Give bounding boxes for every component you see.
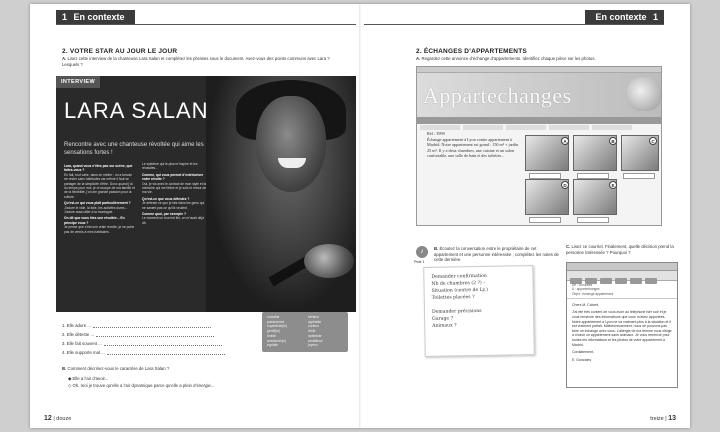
- section-title: 2. VOTRE STAR AU JOUR LE JOUR: [62, 48, 178, 55]
- chapter-number: 1: [62, 12, 68, 22]
- answer-blank-e[interactable]: [577, 217, 609, 223]
- interview-banner: INTERVIEW: [56, 76, 100, 88]
- interview-headline: LARA SALAN: [64, 98, 209, 123]
- chapter-label: En contexte: [73, 12, 125, 22]
- interview-answer: Je déteste ce que je fais dans les gens qui ne savent pas ce qu’ils veulent.: [142, 201, 205, 210]
- hand-keys-icon: [627, 77, 661, 111]
- apartment-website: [416, 66, 662, 226]
- header-rule: [56, 24, 356, 25]
- interview-answer: En fait, tout varie, dans ce métier ; on a besoin de rester sans habitudes car même il faut se partager de la simplicité d’être. Donc quand j’ai du temps pour moi, je m’occupe de ma famille et de la flexibilité, j’ai une grande passion pour la culture.: [64, 172, 135, 199]
- example-1: ◆ Elle a l’air d’avoir...: [68, 376, 109, 381]
- interview-answer: Le système qui le plus m’inspire et les réussites...: [142, 162, 198, 171]
- chapter-tab-left: [56, 10, 135, 24]
- interview-subtitle: Rencontre avec une chanteuse révoltée qui aime les sensations fortes !: [64, 142, 204, 156]
- interview-column-2: [142, 162, 208, 225]
- interview-question: On dit que vous êtes une révoltée... En principe vous ?: [64, 216, 125, 225]
- email-toolbar: [567, 271, 677, 281]
- website-logo: Appartechanges: [423, 83, 572, 108]
- interview-answer: Oui, je vis avec le contact de mon style et la mémoire qui me libère et je suis le retour de ma vie.: [142, 181, 207, 195]
- website-nav: [417, 117, 661, 124]
- photo-face: [256, 96, 326, 192]
- listing-text: Réf : 3999 Échange appartement à Lyon contre appartement à Madrid. Notre appartement est grand : 150 m² + jardin 25 m². Il y a deux chambres, une cuisine et un salon confortable, une salle de bain et des toilettes...: [427, 131, 519, 159]
- vocabulary-box: [262, 312, 348, 352]
- answer-blank-d[interactable]: [529, 217, 561, 223]
- photo-label-b: B: [609, 137, 617, 145]
- instruction-b: B. Écoutez la conversation entre le propriétaire de cet appartement et une personne intéressée ; complétez les notes de cette dernière.: [434, 246, 559, 263]
- right-page: [360, 4, 690, 428]
- fill-line-1[interactable]: 1. Elle adore ...: [62, 323, 211, 328]
- chapter-tab-right: [585, 10, 664, 24]
- instruction-a: A. Regardez cette annonce d’échange d’appartements. Identifiez chaque pièce sur les photos.: [416, 56, 596, 61]
- magazine-interview: [56, 76, 356, 312]
- page-footer-right: treize | 13: [650, 415, 676, 422]
- example-2: ◇ Oh, moi je trouve qu’elle a l’air dynamique parce qu’elle a plein d’énergie...: [68, 383, 215, 388]
- section-title: 2. ÉCHANGES D’APPARTEMENTS: [416, 48, 527, 55]
- interview-answer: J’adore le vide, la folie, les activités dures... J’adore aussi aller à la montagne.: [64, 205, 128, 215]
- email-window: [566, 262, 678, 388]
- page-footer-left: 12 | douze: [44, 415, 72, 422]
- page-number: 12: [44, 415, 52, 422]
- chapter-number: 1: [652, 12, 658, 22]
- fill-line-2[interactable]: 2. Elle déteste ...: [62, 332, 214, 337]
- photo-label-e: E: [609, 181, 617, 189]
- word-list-left: sociable passionnée superficiel(le) gentil(le) timide aventurier(e) égoïste: [267, 315, 288, 348]
- fill-line-4[interactable]: 4. Elle supporte mal ...: [62, 350, 225, 355]
- audio-track-label: Piste 1: [414, 260, 425, 264]
- email-titlebar: [567, 263, 677, 271]
- interview-question: Qu’est-ce qui vous plaît particulièrement ?: [64, 201, 131, 206]
- email-headers: De : Gonzales À : appartechanges Objet : échange appartement: [567, 281, 677, 299]
- photo-label-d: D: [561, 181, 569, 189]
- instruction-text: Lisez cette interview de la chanteuse Lara Salan et complétez les phrases sous le document. Avez-vous des points communs avec Lara ? Lesquels ?: [62, 56, 330, 67]
- page-number: 13: [668, 415, 676, 422]
- book-spread: [30, 4, 690, 428]
- instruction-a: [62, 56, 342, 67]
- left-page: [30, 4, 360, 428]
- chapter-label: En contexte: [595, 12, 647, 22]
- photo-label-c: C: [649, 137, 657, 145]
- interview-question: Qu’est-ce que vous détestez ?: [142, 196, 190, 201]
- instruction-c: C. Lisez ce courriel. Finalement, quelle décision prend la personne intéressée ? Pourquoi ?: [566, 244, 674, 255]
- microphone-icon: [304, 244, 354, 278]
- email-body: Chers M. Colvert, J’ai été très content de vous avoir au téléphone hier soir et je vous remercie des informations que vous m’avez apportées. Notre appartement à Lyon ne va vraiment plus à la situation et il est vraiment parfait. Malheureusement, nous ne pouvons pas faire un échange avec vous. L’allergie de ma femme vous oblige à choisir un appartement sans animaux. Je vous remercie pour toutes les informations et les photos de votre appartement à Madrid. Cordialement, E. Gonzales: [572, 302, 672, 362]
- fill-line-3[interactable]: 3. Elle fait souvent ...: [62, 341, 222, 346]
- interview-question: Comme quoi, par exemple ?: [142, 212, 186, 217]
- answer-blank-a[interactable]: [529, 173, 561, 179]
- interview-answer: Le moment où tout est fini, on m’avait déjà dit.: [142, 216, 204, 225]
- audio-track-icon[interactable]: ♪: [416, 246, 428, 258]
- answer-blank-b[interactable]: [577, 173, 609, 179]
- header-rule: [364, 24, 664, 25]
- photo-label-a: A: [561, 137, 569, 145]
- interview-question: Lara, quand vous n’êtes pas sur scène, que faites-vous ?: [64, 164, 133, 173]
- interview-answer: Je pense que c’est une vraie révolte, je ne porte pas de vernis à mes habitudes.: [64, 225, 135, 234]
- interview-column-1: [64, 162, 136, 234]
- answer-blank-c[interactable]: [623, 173, 655, 179]
- interview-question: Comme, qui vous permet d’extérioriser votre révolte ?: [142, 172, 204, 182]
- instruction-letter: A.: [62, 56, 67, 61]
- question-b: B. Comment décririez-vous le caractère de Lara Salan ?: [62, 366, 170, 371]
- handwritten-note: Demander confirmation Nb de chambres (2 ?) – Situation (centre de Ly.) Toilettes placées ? Demander précisions Garage ? Animaux ?: [423, 265, 535, 357]
- word-list-right: sérieux agréable curieux drôle optimiste ambitieux joyeux: [308, 315, 323, 348]
